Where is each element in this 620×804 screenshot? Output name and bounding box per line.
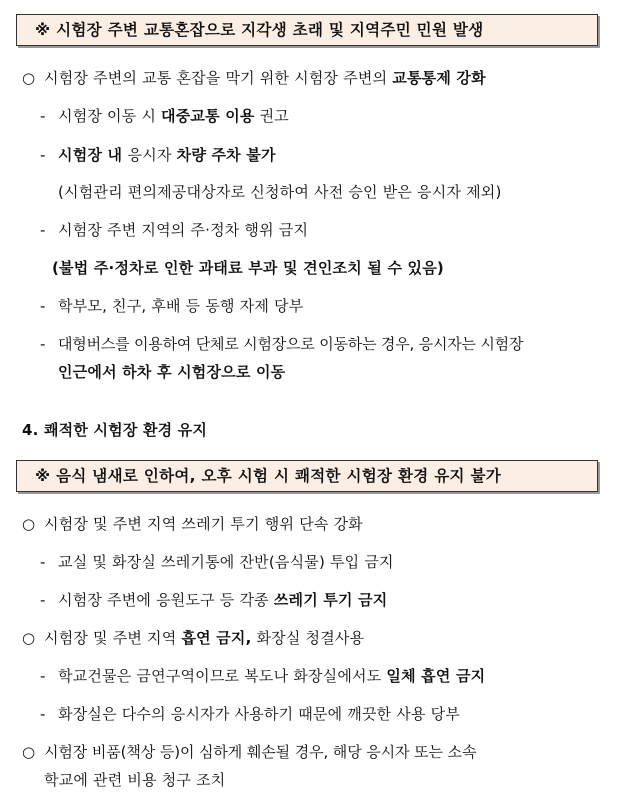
bullet-item-littering — [22, 514, 363, 534]
bullet-item-damage — [22, 742, 476, 762]
item-text: 시험장 주변에 응원도구 등 각종 — [58, 591, 274, 609]
item-text: 시험장 및 주변 지역 쓰레기 투기 행위 단속 강화 — [44, 515, 363, 533]
notice-text: ※ 시험장 주변 교통혼잡으로 지각생 초래 및 지역주민 민원 발생 — [35, 21, 484, 39]
sub-item-public-transit — [40, 106, 289, 126]
item-text: 시험장 비품(책상 등)이 심하게 훼손될 경우, 해당 응시자 또는 소속 — [44, 743, 477, 761]
sub-item-companions — [40, 296, 303, 316]
item-text: 시험장 이동 시 — [58, 107, 162, 125]
section-title — [22, 420, 207, 440]
bullet-item-damage-continued — [44, 770, 225, 790]
dash-bullet: - — [40, 553, 46, 571]
section-title-text: 4. 쾌적한 시험장 환경 유지 — [22, 421, 208, 439]
item-bold-text: 흡연 금지, — [181, 629, 252, 647]
sub-item-no-parking — [40, 145, 276, 165]
item-text: 대형버스를 이용하여 단체로 시험장으로 이동하는 경우, 응시자는 시험장 — [58, 335, 524, 353]
bullet-item-traffic-control — [22, 68, 486, 88]
dash-bullet: - — [40, 335, 46, 353]
item-text: 학교건물은 금연구역이므로 복도나 화장실에서도 — [58, 667, 387, 685]
item-text: 시험장 주변 지역의 주·정차 행위 금지 — [58, 221, 309, 239]
notice-box-food — [16, 460, 598, 492]
item-text: 학교에 관련 비용 청구 조치 — [44, 771, 226, 789]
item-bold-text: 쓰레기 투기 금지 — [273, 591, 388, 609]
dash-bullet: - — [40, 705, 46, 723]
dash-bullet: - — [40, 297, 46, 315]
note-bold-text: (불법 주·정차로 인한 과태료 부과 및 견인조치 될 수 있음) — [52, 259, 444, 277]
item-text: 시험장 주변의 교통 혼잡을 막기 위한 시험장 주변의 — [44, 69, 393, 87]
sub-item-bus — [40, 334, 523, 354]
dash-bullet: - — [40, 667, 46, 685]
item-text: 화장실은 다수의 응시자가 사용하기 때문에 깨끗한 사용 당부 — [58, 705, 461, 723]
circle-bullet: ○ — [22, 743, 36, 761]
item-text: 시험장 및 주변 지역 — [44, 629, 182, 647]
circle-bullet: ○ — [22, 629, 36, 647]
dash-bullet: - — [40, 107, 46, 125]
item-bold-text: 대중교통 이용 — [161, 107, 255, 125]
item-text: 학부모, 친구, 후배 등 동행 자제 당부 — [58, 297, 304, 315]
notice-text: ※ 음식 냄새로 인하여, 오후 시험 시 쾌적한 시험장 환경 유지 불가 — [35, 467, 502, 485]
item-bold-text: 인근에서 하차 후 시험장으로 이동 — [58, 363, 286, 381]
notice-box-traffic — [16, 14, 598, 46]
circle-bullet: ○ — [22, 515, 36, 533]
item-text: 권고 — [254, 107, 289, 125]
dash-bullet: - — [40, 146, 46, 164]
item-bold-text: 교통통제 강화 — [392, 69, 486, 87]
bullet-item-no-smoking — [22, 628, 364, 648]
circle-bullet: ○ — [22, 69, 36, 87]
item-text: 교실 및 화장실 쓰레기통에 잔반(음식물) 투입 금지 — [58, 553, 394, 571]
sub-item-no-littering — [40, 590, 388, 610]
sub-item-no-stopping — [40, 220, 308, 240]
sub-item-bus-continued — [58, 362, 285, 382]
sub-item-leftovers — [40, 552, 394, 572]
sub-item-smoke-free — [40, 666, 485, 686]
item-bold-text: 일체 흡연 금지 — [386, 667, 486, 685]
note-fine — [52, 258, 444, 278]
dash-bullet: - — [40, 591, 46, 609]
item-bold-text: 차량 주차 불가 — [176, 146, 276, 164]
note-exception — [58, 182, 502, 202]
dash-bullet: - — [40, 221, 46, 239]
note-text: (시험관리 편의제공대상자로 신청하여 사전 승인 받은 응시자 제외) — [58, 183, 502, 201]
item-bold-text: 시험장 내 — [58, 146, 128, 164]
item-text: 화장실 청결사용 — [251, 629, 365, 647]
sub-item-clean-restroom — [40, 704, 460, 724]
item-text: 응시자 — [127, 146, 177, 164]
